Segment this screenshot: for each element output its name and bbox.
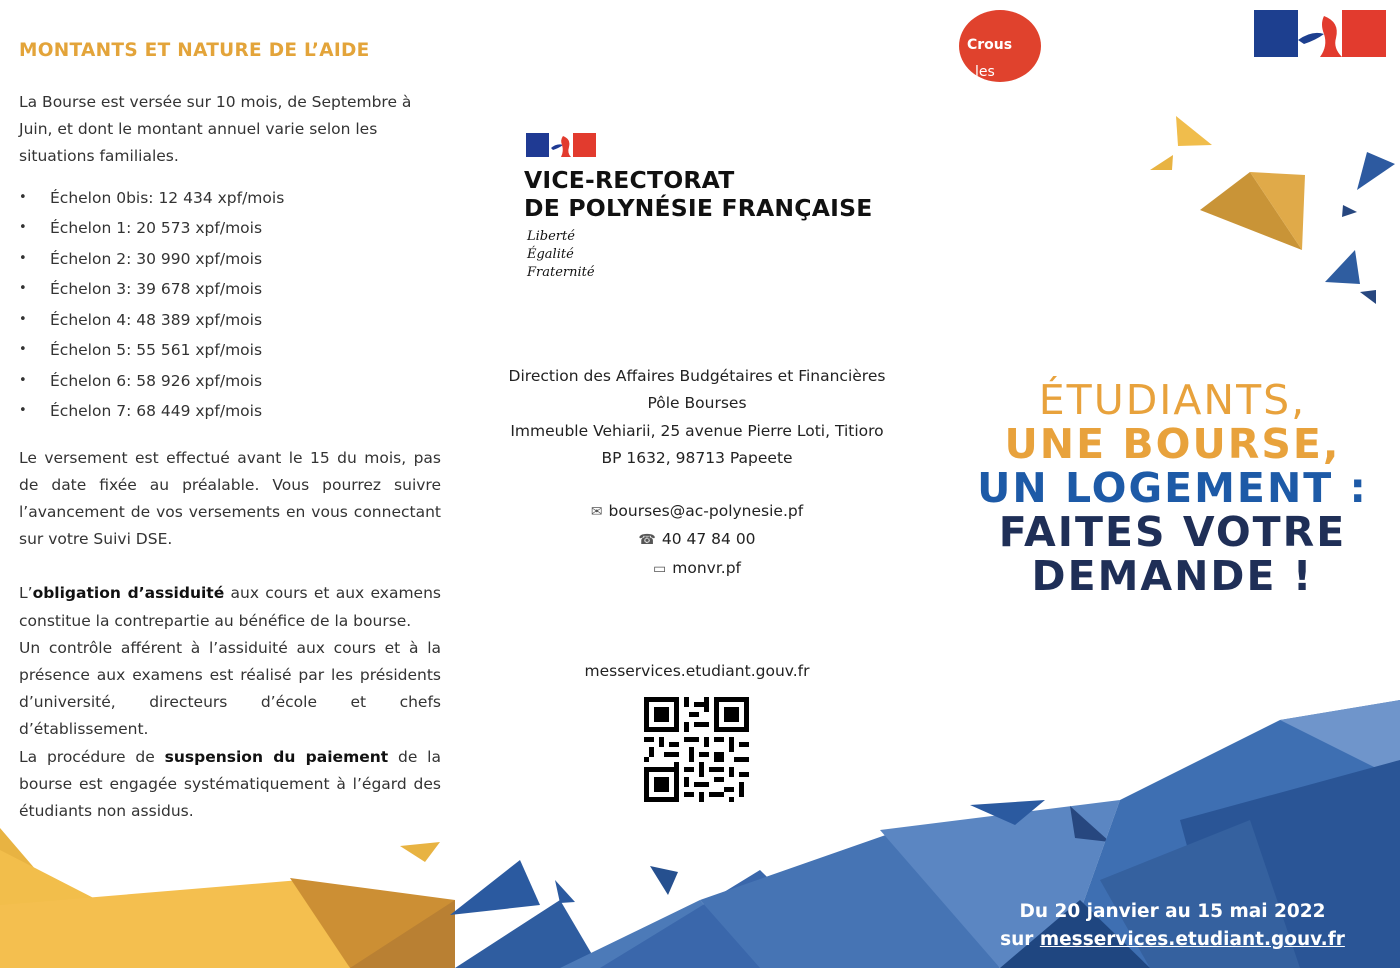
republic-flag-logo: [526, 133, 596, 157]
list-item: • Échelon 4: 48 389 xpf/mois: [19, 305, 441, 336]
website-line: [468, 555, 926, 583]
main-headline: ÉTUDIANTS, UNE BOURSE, UN LOGEMENT : FAITES VOTRE DEMANDE !: [977, 376, 1368, 600]
republic-motto: Liberté Égalité Fraternité: [527, 229, 595, 280]
list-item: • Échelon 3: 39 678 xpf/mois: [19, 274, 441, 305]
bullet-icon: •: [19, 250, 27, 266]
crous-logo: les Crous: [959, 10, 1041, 82]
email-line: [468, 498, 926, 526]
list-item: • Échelon 0bis: 12 434 xpf/mois: [19, 183, 441, 214]
phone-line: [468, 526, 926, 554]
contact-details: [468, 498, 926, 583]
list-item: • Échelon 6: 58 926 xpf/mois: [19, 366, 441, 397]
list-item: • Échelon 5: 55 561 xpf/mois: [19, 335, 441, 366]
intro-paragraph: La Bourse est versée sur 10 mois, de Septembre à Juin, et dont le montant annuel varie selon les situations familiales.: [19, 93, 412, 166]
email-link[interactable]: bourses@ac-polynesie.pf: [608, 502, 804, 520]
services-url[interactable]: messervices.etudiant.gouv.fr: [584, 662, 810, 680]
marianne-icon: [1298, 10, 1342, 57]
bullet-icon: •: [19, 342, 27, 358]
contact-section: [468, 0, 926, 968]
list-item: • Échelon 2: 30 990 xpf/mois: [19, 244, 441, 275]
payment-paragraph: Le versement est effectué avant le 15 du mois, pas de date fixée au préalable. Vous pourrez suivre l’avancement de vos versements en vous connectant sur votre Suivi DSE.: [19, 448, 441, 549]
echelon-list: [19, 183, 441, 427]
list-item: • Échelon 7: 68 449 xpf/mois: [19, 396, 441, 427]
envelope-icon: ✉: [590, 504, 603, 520]
payment-suspension: suspension du paiement: [164, 747, 389, 766]
attendance-paragraph: L’obligation d’assiduité aux cours et aux examens constitue la contrepartie au bénéfice de la bourse.: [19, 584, 441, 630]
services-link[interactable]: messervices.etudiant.gouv.fr: [1039, 929, 1345, 950]
bullet-icon: •: [19, 281, 27, 297]
suspension-paragraph: La procédure de suspension du paiement de la bourse est engagée systématiquement à l’égard des étudiants non assidus.: [19, 747, 441, 821]
qr-code[interactable]: [644, 697, 749, 802]
organization-name: VICE-RECTORAT DE POLYNÉSIE FRANÇAISE: [524, 166, 873, 222]
bullet-icon: •: [19, 311, 27, 327]
attendance-obligation: obligation d’assiduité: [32, 584, 225, 603]
application-period: Du 20 janvier au 15 mai 2022 sur messervices.etudiant.gouv.fr: [960, 898, 1385, 954]
bullet-icon: •: [19, 220, 27, 236]
date-range: Du 20 janvier au 15 mai 2022: [1019, 901, 1326, 922]
list-item: • Échelon 1: 20 573 xpf/mois: [19, 213, 441, 244]
website-link[interactable]: monvr.pf: [672, 558, 741, 577]
bullet-icon: •: [19, 189, 27, 205]
amounts-section: [19, 40, 441, 825]
laptop-icon: ▭: [653, 560, 667, 577]
phone-number[interactable]: 40 47 84 00: [661, 530, 756, 549]
postal-address: Direction des Affaires Budgétaires et Financières Pôle Bourses Immeuble Vehiarii, 25 avenue Pierre Loti, Titioro BP 1632, 98713 Papeete: [508, 367, 886, 467]
marianne-icon: [549, 133, 573, 157]
control-paragraph: Un contrôle afférent à l’assiduité aux cours et à la présence aux examens est réalisé par les présidents d’université, directeurs d’école et chefs d’établissement.: [19, 638, 441, 739]
bullet-icon: •: [19, 403, 27, 419]
republique-francaise-logo: [1254, 10, 1386, 57]
section-heading: MONTANTS ET NATURE DE L’AIDE: [19, 40, 370, 61]
bullet-icon: •: [19, 372, 27, 388]
phone-icon: ☎: [638, 532, 656, 549]
